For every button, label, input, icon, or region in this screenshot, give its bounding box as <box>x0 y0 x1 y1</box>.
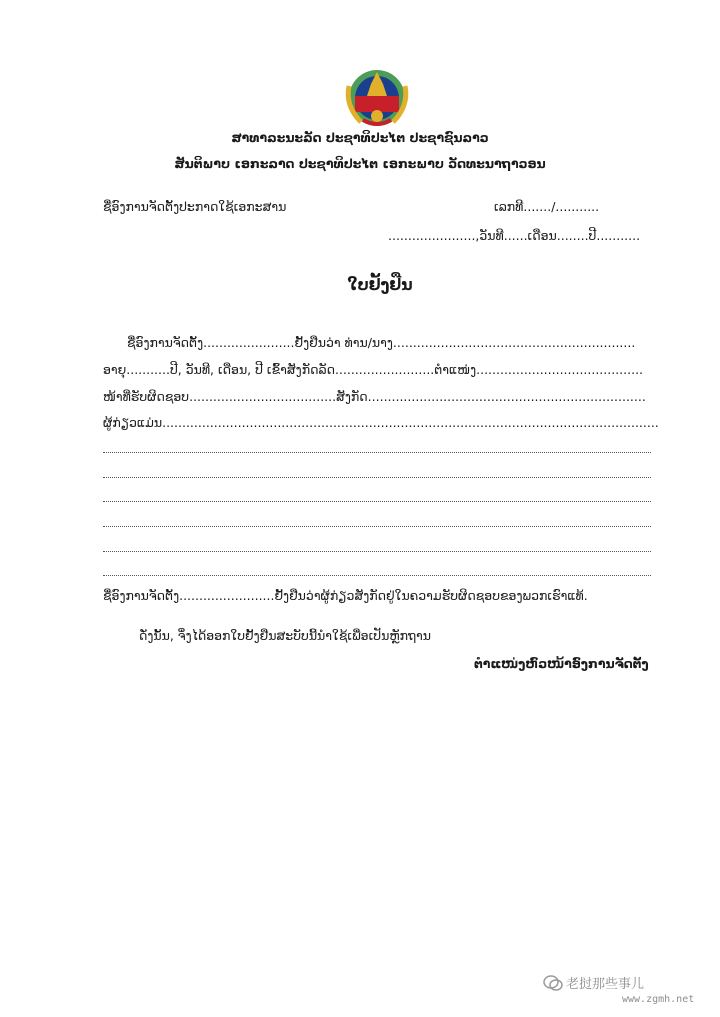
national-emblem <box>341 66 413 130</box>
header-country: ສາທາລະນະລັດ ປະຊາທິປະໄຕ ປະຊາຊົນລາວ <box>231 130 489 145</box>
blank-line <box>103 451 651 453</box>
blank-line <box>103 550 651 552</box>
wechat-icon <box>543 974 563 992</box>
org-name-label: ຊື່ອົງການຈັດຕັ້ງປະກາດໃຊ້ເອກະສານ <box>103 199 287 214</box>
document-title: ໃບຢັ້ງຢືນ <box>347 276 413 294</box>
watermark-site: www.zgmh.net <box>622 994 695 1005</box>
body-line-confirm: ຊື່ອົງການຈັດຕັ້ງ........................ຢັ້ງຢືນວ່າຜູ້ກ່ຽວສັງກັດຢູ່ໃນຄວາມຮັບຜິດຊອບຂອງພວກເຮົາແທ້. <box>103 588 588 603</box>
blank-line <box>103 525 651 527</box>
body-line-person: ຜູ້ກ່ຽວແມ່ນ............................................................................................................................. <box>103 415 659 430</box>
document-date: ......................,ວັນທີ......ເດືອນ........ປີ........... <box>388 228 641 243</box>
body-line-duty: ໜ້າທີ່ຮັບຜິດຊອບ.....................................ສັງກັດ...................................................................... <box>103 389 646 404</box>
blank-line <box>103 500 651 502</box>
blank-line <box>103 574 651 576</box>
watermark-name: 老挝那些事儿 <box>566 977 645 992</box>
body-line-org: ຊື່ອົງການຈັດຕັ້ງ.......................ຢັ້ງຢືນວ່າ ທ່ານ/ນາງ............................................................. <box>127 335 636 350</box>
body-line-conclusion: ດັ່ງນັ້ນ, ຈຶ່ງໄດ້ອອກໃບຢັ້ງຢືນສະບັບນີ້ນຳໃຊ້ເພື່ອເປັນຫຼັກຖານ <box>139 628 431 643</box>
header-motto: ສັນຕິພາບ ເອກະລາດ ປະຊາທິປະໄຕ ເອກະພາບ ວັດທະນາຖາວອນ <box>174 156 546 171</box>
body-line-age: ອາຍຸ...........ປີ, ວັນທີ, ເດືອນ, ປີ ເຂົ້າສັງກັດລັດ.........................ຕຳແໜ່ງ.......................................... <box>103 362 644 377</box>
signature-title: ຕຳແໜ່ງຫົວໜ້າອົງການຈັດຕັ້ງ <box>474 656 649 671</box>
document-number: ເລກທີ......./........... <box>494 199 600 214</box>
blank-line <box>103 476 651 478</box>
